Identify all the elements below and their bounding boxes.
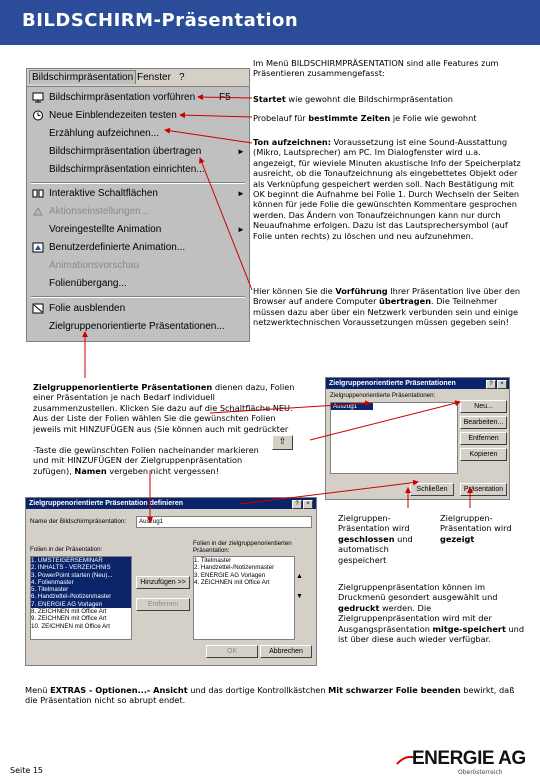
page-number: Seite 15 — [10, 766, 44, 775]
start-text: Startet wie gewohnt die Bildschirmpräsentation — [253, 94, 453, 104]
page-title: BILDSCHIRM-Präsentation — [22, 10, 299, 31]
logo — [396, 748, 536, 778]
list-item[interactable]: 2. Handzettel-/Notizenmaster — [194, 564, 275, 572]
list-item[interactable]: 10. ZEICHNEN mit Office Art — [31, 622, 110, 630]
list-item[interactable]: 3. PowerPoint starten (Neu)... — [31, 572, 131, 579]
options-text: Menü EXTRAS - Optionen...- Ansicht und das dortige Kontrollkästchen Mit schwarzer Folie beenden bewirkt, daß die Präsentation nicht so abrupt endet. — [25, 685, 515, 706]
list-item[interactable]: 3. ENERGIE AG Vorlagen — [194, 571, 266, 579]
menu-window[interactable]: Fenster — [137, 72, 171, 83]
menu-item-animation-preview: Animationsvorschau — [49, 260, 140, 271]
dialog-title: Zielgruppenorientierte Präsentationen — [326, 378, 509, 389]
add-button[interactable]: Hinzufügen >> — [136, 576, 190, 589]
menu-item-slide-transition[interactable]: Folienübergang... — [49, 278, 127, 289]
remove-button[interactable]: Entfernen — [460, 432, 507, 445]
rehearse-text: Probelauf für bestimmte Zeiten je Folie wie gewohnt — [253, 113, 477, 123]
caption-print: Zielgruppenpräsentation können im Druckmenü gesondert ausgewählt und gedruckt werden. Die Zielgruppenpräsentation wird mit der Ausgangspräsentation mitge-speichert und ist über diese auch wieder verfügbar. — [338, 582, 525, 645]
menu-item-action-buttons[interactable]: Interaktive Schaltflächen ► — [27, 185, 249, 203]
close-icon[interactable]: × — [303, 500, 313, 509]
menu-item-action-settings: Aktionseinstellungen... — [27, 203, 249, 221]
list-item[interactable]: 1. Titelmaster — [194, 557, 232, 564]
close-button[interactable]: Schließen — [410, 483, 454, 496]
remove-button: Entfernen — [136, 598, 190, 611]
menu-item-custom-animation[interactable]: Benutzerdefinierte Animation... — [27, 239, 249, 257]
logo-subtext: Oberösterreich — [458, 769, 503, 776]
menu-help[interactable]: ? — [179, 72, 185, 83]
copy-button[interactable]: Kopieren — [460, 448, 507, 461]
move-up-icon[interactable]: ▲ — [296, 573, 303, 580]
menu-slideshow[interactable]: Bildschirmpräsentation — [29, 70, 136, 84]
caption-shown: Zielgruppen-Präsentation wird gezeigt — [440, 513, 512, 544]
menu-item-rehearse-timings[interactable]: Neue Einblendezeiten testen — [27, 107, 249, 125]
cancel-button[interactable]: Abbrechen — [260, 645, 312, 658]
list-item[interactable]: 8. ZEICHNEN mit Office Art — [31, 608, 107, 616]
narration-text: Ton aufzeichnen: Voraussetzung ist eine Sound-Ausstattung (Mikro, Lautsprecher) am PC. Im Dialogfenster wird u.a. angezeigt, für wieviele Minuten akustische Info der Speicherplatz ausreicht, ob die Tonaufzeichnung als eingebettetes Objekt oder als Verknüpfung gespeichert werden soll. Nach Bestätigung mit OK beginnt die Aufnahme bei Folie 1. Durch Wechseln der Seiten können für jede Folie die gewünschten Kommentare gesprochen werden. Das Ändern von Tonaufzeichnungen kann nur durch Neuaufnahme erfolgen. Dazu ist das Lautsprechersymbol (auf Folie unten rechts) zu löschen und neu aufzunehmen. — [253, 137, 521, 241]
shift-key-icon: ⇧ — [272, 435, 293, 450]
arrow-rehearse — [180, 115, 252, 117]
submenu-arrow-icon: ► — [237, 225, 245, 234]
submenu-arrow-icon: ► — [237, 147, 245, 156]
edit-button[interactable]: Bearbeiten... — [460, 416, 507, 429]
intro-text: Im Menü BILDSCHIRMPRÄSENTATION sind alle Features zum Präsentieren zusammengefasst: — [253, 58, 499, 79]
list-item[interactable]: 4. ZEICHNEN mit Office Art — [194, 578, 270, 586]
dialog-title: Zielgruppenorientierte Präsentation definieren — [26, 498, 316, 509]
slides-label: Folien in der Präsentation: — [30, 546, 103, 553]
help-icon[interactable]: ? — [486, 380, 496, 389]
list-item[interactable]: 7. ENERGIE AG Vorlagen — [31, 601, 131, 608]
menu-item-preset-animation[interactable]: Voreingestellte Animation ► — [27, 221, 249, 239]
new-button[interactable]: Neu... — [460, 400, 507, 413]
arrow-start — [198, 97, 252, 98]
shows-label: Zielgruppenorientierte Präsentationen: — [330, 392, 436, 399]
arrow-new — [210, 403, 370, 413]
list-item[interactable]: 1. UMSTEIGERSEMINAR — [31, 557, 131, 564]
show-name-input[interactable]: Auszug1 — [136, 516, 312, 528]
list-item[interactable]: 9. ZEICHNEN mit Office Art — [31, 615, 107, 623]
logo-text: ENERGIE AG — [412, 748, 526, 769]
show-button[interactable]: Präsentation — [460, 483, 507, 496]
list-item[interactable]: 5. Titelmaster — [31, 586, 131, 593]
custom-shows-text-2: -Taste die gewünschten Folien nacheinander markieren und mit HINZUFÜGEN der Zielgruppenpräsentation zufügen), Namen vergeben nicht vergessen! — [33, 445, 259, 476]
menu-item-custom-shows[interactable]: Zielgruppenorientierte Präsentationen... — [49, 321, 225, 332]
custom-shows-text: Zielgruppenorientierte Präsentationen dienen dazu, Folien einer Präsentation je nach Bedarf individuell zusammenzustellen. Klicken Sie dazu auf die Schaltfläche NEU. Aus der Liste der Folien wählen Sie die gewünschten Folien jeweils mit HINZUFÜGEN aus (Sie können auch mit gedrückter — [33, 382, 295, 434]
list-item[interactable]: 6. Handzettel-/Notizenmaster — [31, 593, 131, 600]
menu-item-broadcast[interactable]: Bildschirmpräsentation übertragen ► — [27, 143, 249, 161]
broadcast-text: Hier können Sie die Vorführung Ihrer Präsentation live über den Browser auf andere Computer übertragen. Die Teilnehmer müssen dazu aber über ein Netzwerk verbunden sein und einige netzwerktechnischen Voraussetzungen müssen gegeben sein! — [253, 286, 521, 328]
custom-slides-label: Folien in der zielgruppenorientierten Präsentation: — [193, 540, 292, 554]
name-label: Name der Bildschirmpräsentation: — [30, 518, 127, 525]
ok-button[interactable]: OK — [206, 645, 258, 658]
move-down-icon[interactable]: ▼ — [296, 593, 303, 600]
arrow-new-2 — [310, 402, 460, 440]
menu-item-hide-slide[interactable]: Folie ausblenden — [27, 300, 249, 318]
menu-item-setup-show[interactable]: Bildschirmpräsentation einrichten... — [49, 164, 205, 175]
menu-item-record-narration[interactable]: Erzählung aufzeichnen... — [49, 128, 160, 139]
list-item[interactable]: 4. Folienmaster — [31, 579, 131, 586]
arrow-broadcast — [200, 158, 252, 290]
help-icon[interactable]: ? — [292, 500, 302, 509]
arrow-narration — [165, 130, 252, 143]
menu-item-start-show[interactable]: Bildschirmpräsentation vorführen F5 — [27, 89, 249, 107]
list-item[interactable]: 2. INHALTS - VERZEICHNIS — [31, 564, 131, 571]
caption-closed: Zielgruppen-Präsentation wird geschlossen und automatisch gespeichert — [338, 513, 413, 565]
arrow-close-show — [240, 482, 418, 504]
list-item[interactable]: Auszug1 — [331, 403, 373, 410]
close-icon[interactable]: × — [497, 380, 507, 389]
submenu-arrow-icon: ► — [237, 189, 245, 198]
